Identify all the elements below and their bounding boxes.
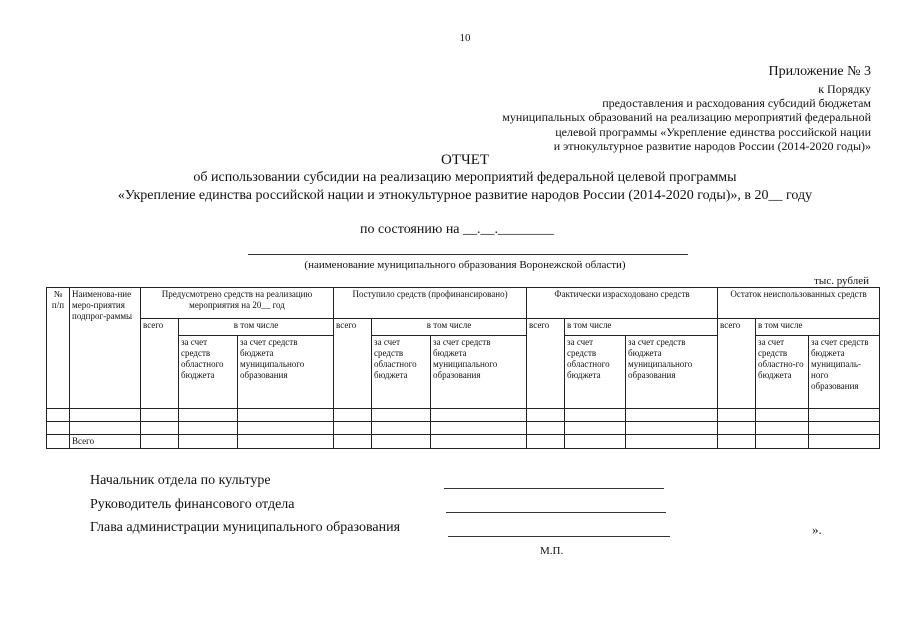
signature-line [444,488,664,489]
cell [718,435,756,449]
total-header: всего [527,319,565,409]
cell [431,422,527,435]
municipal-budget-header: за счет средств бюджета муниципаль-ного образования [809,336,880,409]
cell [756,422,809,435]
cell [565,422,626,435]
regional-budget-header: за счет средств областного бюджета [565,336,626,409]
signature-line [446,512,666,513]
cell [334,422,372,435]
appendix-line: муниципальных образований на реализацию мероприятий федеральной [502,110,871,124]
cell [238,409,334,422]
total-row-label: Всего [70,435,141,449]
cell [431,435,527,449]
row-number [47,435,70,449]
header-row [47,288,880,319]
cell [141,435,179,449]
signature-label: Руководитель финансового отдела [90,497,295,512]
report-subtitle: «Укрепление единства российской нации и этнокультурное развитие народов России (2014-2020 годы)», в 20__ году [117,188,813,203]
regional-budget-header: за счет средств областного бюджета [179,336,238,409]
report-subtitle: об использовании субсидии на реализацию мероприятий федеральной целевой программы [193,170,737,185]
cell [809,422,880,435]
cell [334,409,372,422]
cell [756,435,809,449]
col-number-header: № п/п [47,288,70,409]
appendix-line: к Порядку [818,82,871,96]
row-number [47,409,70,422]
units-label: тыс. рублей [814,275,869,287]
municipal-budget-header: за счет средств бюджета муниципального образования [431,336,527,409]
cell [431,409,527,422]
total-header: всего [141,319,179,409]
row-name [70,409,141,422]
page-number: 10 [459,32,471,44]
cell [141,422,179,435]
cell [809,435,880,449]
cell [718,409,756,422]
appendix-line: предоставления и расходования субсидий бюджетам [602,96,871,110]
group-received-header: Поступило средств (профинансировано) [334,288,527,319]
cell [141,409,179,422]
cell [238,435,334,449]
cell [334,435,372,449]
signature-label: Начальник отдела по культуре [90,473,271,488]
table-row [47,422,880,435]
group-spent-header: Фактически израсходовано средств [527,288,718,319]
appendix-line: целевой программы «Укрепление единства российской нации [555,125,871,139]
row-number [47,422,70,435]
cell [626,422,718,435]
appendix-line: и этнокультурное развитие народов России (2014-2020 годы)» [553,139,871,153]
closing-quote: ». [812,522,822,537]
cell [372,409,431,422]
stamp-placeholder: М.П. [540,545,564,557]
header-row [47,319,880,336]
cell [626,409,718,422]
regional-budget-header: за счет средств областно-го бюджета [756,336,809,409]
total-header: всего [718,319,756,409]
including-header: в том числе [372,319,527,336]
report-table [46,287,880,449]
cell [179,422,238,435]
org-name-caption: (наименование муниципального образования Воронежской области) [304,259,626,271]
cell [372,422,431,435]
cell [179,409,238,422]
cell [565,409,626,422]
signature-line [448,536,670,537]
group-planned-header: Предусмотрено средств на реализацию мероприятия на 20__ год [141,288,334,319]
row-name [70,422,141,435]
including-header: в том числе [756,319,880,336]
cell [626,435,718,449]
cell [565,435,626,449]
cell [527,435,565,449]
appendix-title: Приложение № 3 [768,64,871,79]
municipal-budget-header: за счет средств бюджета муниципального образования [626,336,718,409]
table-row [47,435,880,449]
report-title: ОТЧЕТ [440,152,490,168]
cell [527,409,565,422]
signature-label: Глава администрации муниципального образования [90,520,401,535]
org-name-line [248,254,688,255]
municipal-budget-header: за счет средств бюджета муниципального образования [238,336,334,409]
cell [756,409,809,422]
as-of-date: по состоянию на __.__.________ [360,222,555,237]
regional-budget-header: за счет средств областного бюджета [372,336,431,409]
table-row [47,409,880,422]
cell [238,422,334,435]
including-header: в том числе [179,319,334,336]
col-name-header: Наименова-ние меро-приятия подпрог-раммы [70,288,141,409]
cell [179,435,238,449]
including-header: в том числе [565,319,718,336]
total-header: всего [334,319,372,409]
cell [372,435,431,449]
group-remaining-header: Остаток неиспользованных средств [718,288,880,319]
cell [718,422,756,435]
cell [527,422,565,435]
cell [809,409,880,422]
